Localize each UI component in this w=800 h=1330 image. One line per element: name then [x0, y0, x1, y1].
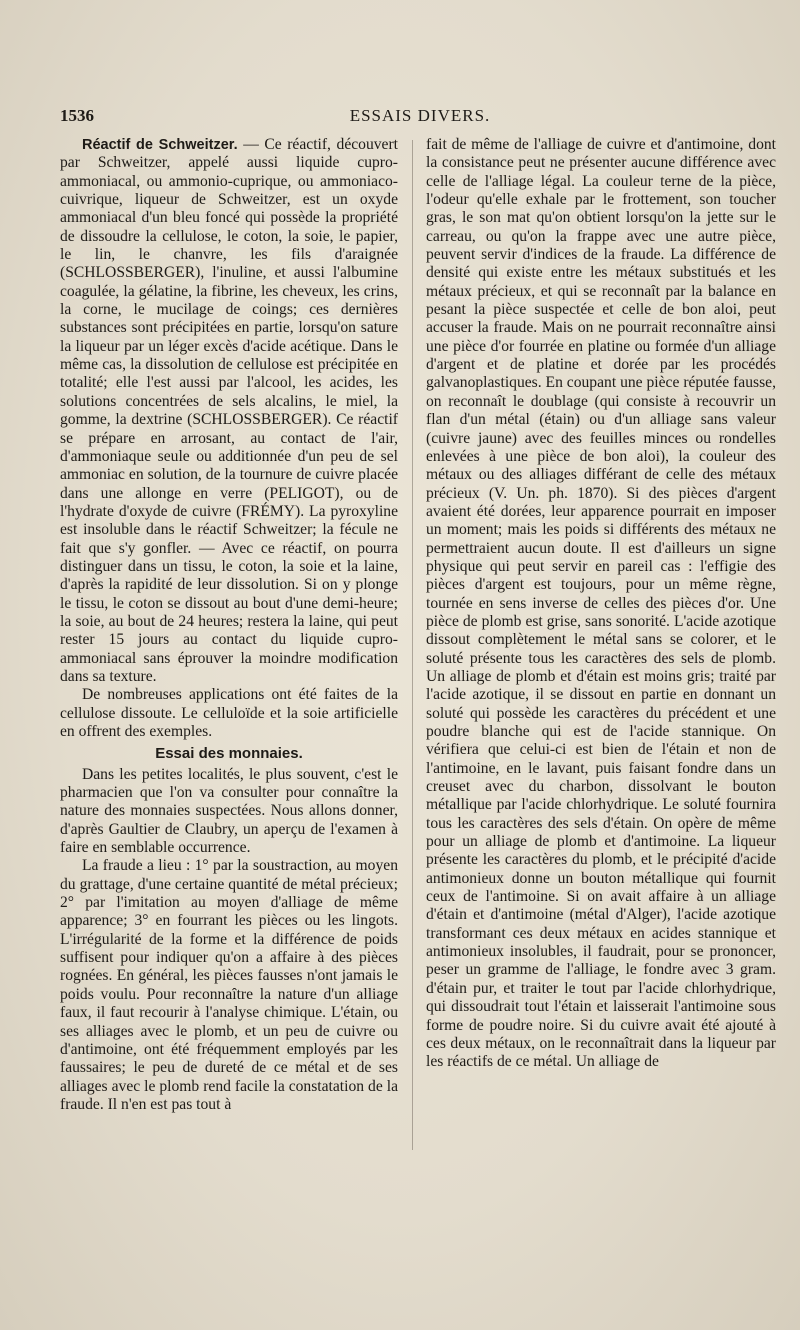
- cellulose-paragraph: De nombreuses applications ont été faites de la cellulose dissoute. Le celluloïde et la soie artificielle en offrent des exemples.: [60, 686, 398, 740]
- right-column: [426, 136, 776, 1072]
- section-title: Essai des monnaies.: [155, 745, 303, 763]
- left-column: [60, 136, 398, 1114]
- schweitzer-heading: Réactif de Schweitzer.: [82, 137, 238, 153]
- schweitzer-text: — Ce réactif, découvert par Schweitzer, appelé aussi liquide cupro-ammoniacal, ou ammonio-cuprique, ou ammoniaco-cuivrique, liqueur de Schweitzer, est un oxyde ammoniacal d'un bleu foncé qui possède la propriété de dissoudre la cellulose, le coton, la soie, le papier, le lin, le chanvre, les fils d'araignée (SCHLOSSBERGER), l'inuline, et aussi l'albumine coagulée, la gélatine, la fibrine, les cheveux, les crins, la corne, le mucilage de coings; ces dernières substances sont précipitées en partie, lorsqu'on sature la liqueur par un léger excès d'acide acétique. Dans le même cas, la dissolution de cellulose est précipitée en totalité; elle l'est aussi par l'alcool, les acides, les solutions concentrées de sels alcalins, le miel, la gomme, la dextrine (SCHLOSSBERGER). Ce réactif se prépare en arrosant, au contact de l'air, d'ammoniaque seule ou additionnée d'un peu de sel ammoniac en solution, de la tournure de cuivre placée dans une allonge en verre (PELIGOT), ou de l'hydrate d'oxyde de cuivre (FRÉMY). La pyroxyline est insoluble dans le réactif Schweitzer; la fécule ne fait que s'y gonfler. — Avec ce réactif, on pourra distinguer dans un tissu, le coton, la soie et la laine, d'après la rapidité de leur dissolution. Si on y plonge le tissu, le coton se dissout au bout d'une demi-heure; la soie, au bout de 24 heures; restera la laine, qui peut rester 15 jours au contact du liquide cupro-ammoniacal sans éprouver la moindre modification dans sa texture.: [60, 136, 398, 685]
- page-header: [60, 106, 780, 130]
- column-divider: [412, 140, 413, 1150]
- monnaies-intro-paragraph: Dans les petites localités, le plus souvent, c'est le pharmacien que l'on va consulter pour connaître la nature des monnaies suspectées. Nous allons donner, d'après Gaultier de Claubry, un aperçu de l'examen à faire en semblable occurrence.: [60, 765, 398, 857]
- right-column-paragraph: fait de même de l'alliage de cuivre et d'antimoine, dont la consistance peut ne présenter aucune différence avec celle de l'alliage légal. La couleur terne de la pièce, l'odeur qu'elle exhale par le frottement, son toucher gras, le son mat qu'on obtient lorsqu'on la jette sur le carreau, ou qu'on la frappe avec une autre pièce, peuvent servir d'indices de la fraude. La différence de densité qui existe entre les métaux substitués et les métaux précieux, et qui se reconnaît par la balance en pesant la pièce suspectée et celle de bon aloi, peut accuser la fraude. Mais on ne pourrait reconnaître ainsi une pièce d'or fourrée en platine ou formée d'un alliage d'argent et de platine et dorée par les procédés galvanoplastiques. En coupant une pièce réputée fausse, on reconnaît le doublage (qui consiste à recouvrir un flan d'un métal (étain) ou d'un alliage sans valeur (cuivre jaune) avec des feuilles minces ou rondelles enlevées à une pièce de bon aloi), la couleur des métaux ou des alliages différant de celle des métaux précieux (V. Un. ph. 1870). Si des pièces d'argent avaient été dorées, leur apparence pourrait en imposer un moment; mais les poids si différents des métaux ne permettraient aucun doute. Il est d'ailleurs un signe physique qui peut servir en pareil cas : l'effigie des pièces d'argent est toujours, pour un même règne, tournée en sens inverse de celles des pièces d'or. Une pièce de plomb est grise, sans sonorité. L'acide azotique dissout complètement le métal sans se colorer, et le soluté présente tous les caractères des sels de plomb. Un alliage de plomb et d'étain est moins gris; traité par l'acide azotique, il se dissout en partie en donnant un soluté qui possède les caractères du précédent et une poudre blanche qui est de l'acide stannique. On vérifiera que celui-ci est bien de l'étain et non de l'antimoine, en le lavant, puis faisant fondre dans un creuset avec du charbon, dissolvant le bouton métallique par l'acide chlorhydrique. Le soluté fournira tous les caractères des sels d'étain. On opère de même pour un alliage de plomb et d'antimoine. La liqueur présente les caractères du plomb, et le précipité d'acide antimonieux donne un bouton métallique qui fournit ceux de l'antimoine. Si on avait affaire à un alliage d'étain et d'antimoine (métal d'Alger), l'acide azotique transformant ces deux métaux en acides stannique et antimonieux insolubles, il faudrait, pour se prononcer, peser un gramme de l'alliage, le fondre avec 3 gram. d'étain pur, et traiter le tout par l'acide chlorhydrique, qui dissoudrait tout l'étain et laisserait l'antimoine sous forme de poudre noire. Si du cuivre avait été ajouté à ces deux métaux, on le reconnaîtrait dans la liqueur par les réactifs de ce métal. Un alliage de: [426, 136, 776, 1071]
- schweitzer-paragraph: [60, 136, 398, 686]
- fraude-paragraph: La fraude a lieu : 1° par la soustraction, au moyen du grattage, d'une certaine quantité de métal précieux; 2° par l'imitation au moyen d'alliage de même apparence; 3° en fourrant les pièces ou les lingots. L'irrégularité de la forme et la différence de poids suffisent pour indiquer qu'on a affaire à des pièces rognées. En général, les pièces fausses n'ont jamais le poids voulu. Pour reconnaître la nature d'un alliage faux, il faut recourir à l'analyse chimique. L'étain, ou ses alliages avec le plomb, et un peu de cuivre ou d'antimoine, ont été fréquemment employés par les faussaires; le peu de dureté de ce métal et de ses alliages avec le plomb rend facile la constatation de la fraude. Il n'en est pas tout à: [60, 857, 398, 1113]
- running-head: ESSAIS DIVERS.: [349, 106, 491, 125]
- page-number: 1536: [60, 106, 94, 125]
